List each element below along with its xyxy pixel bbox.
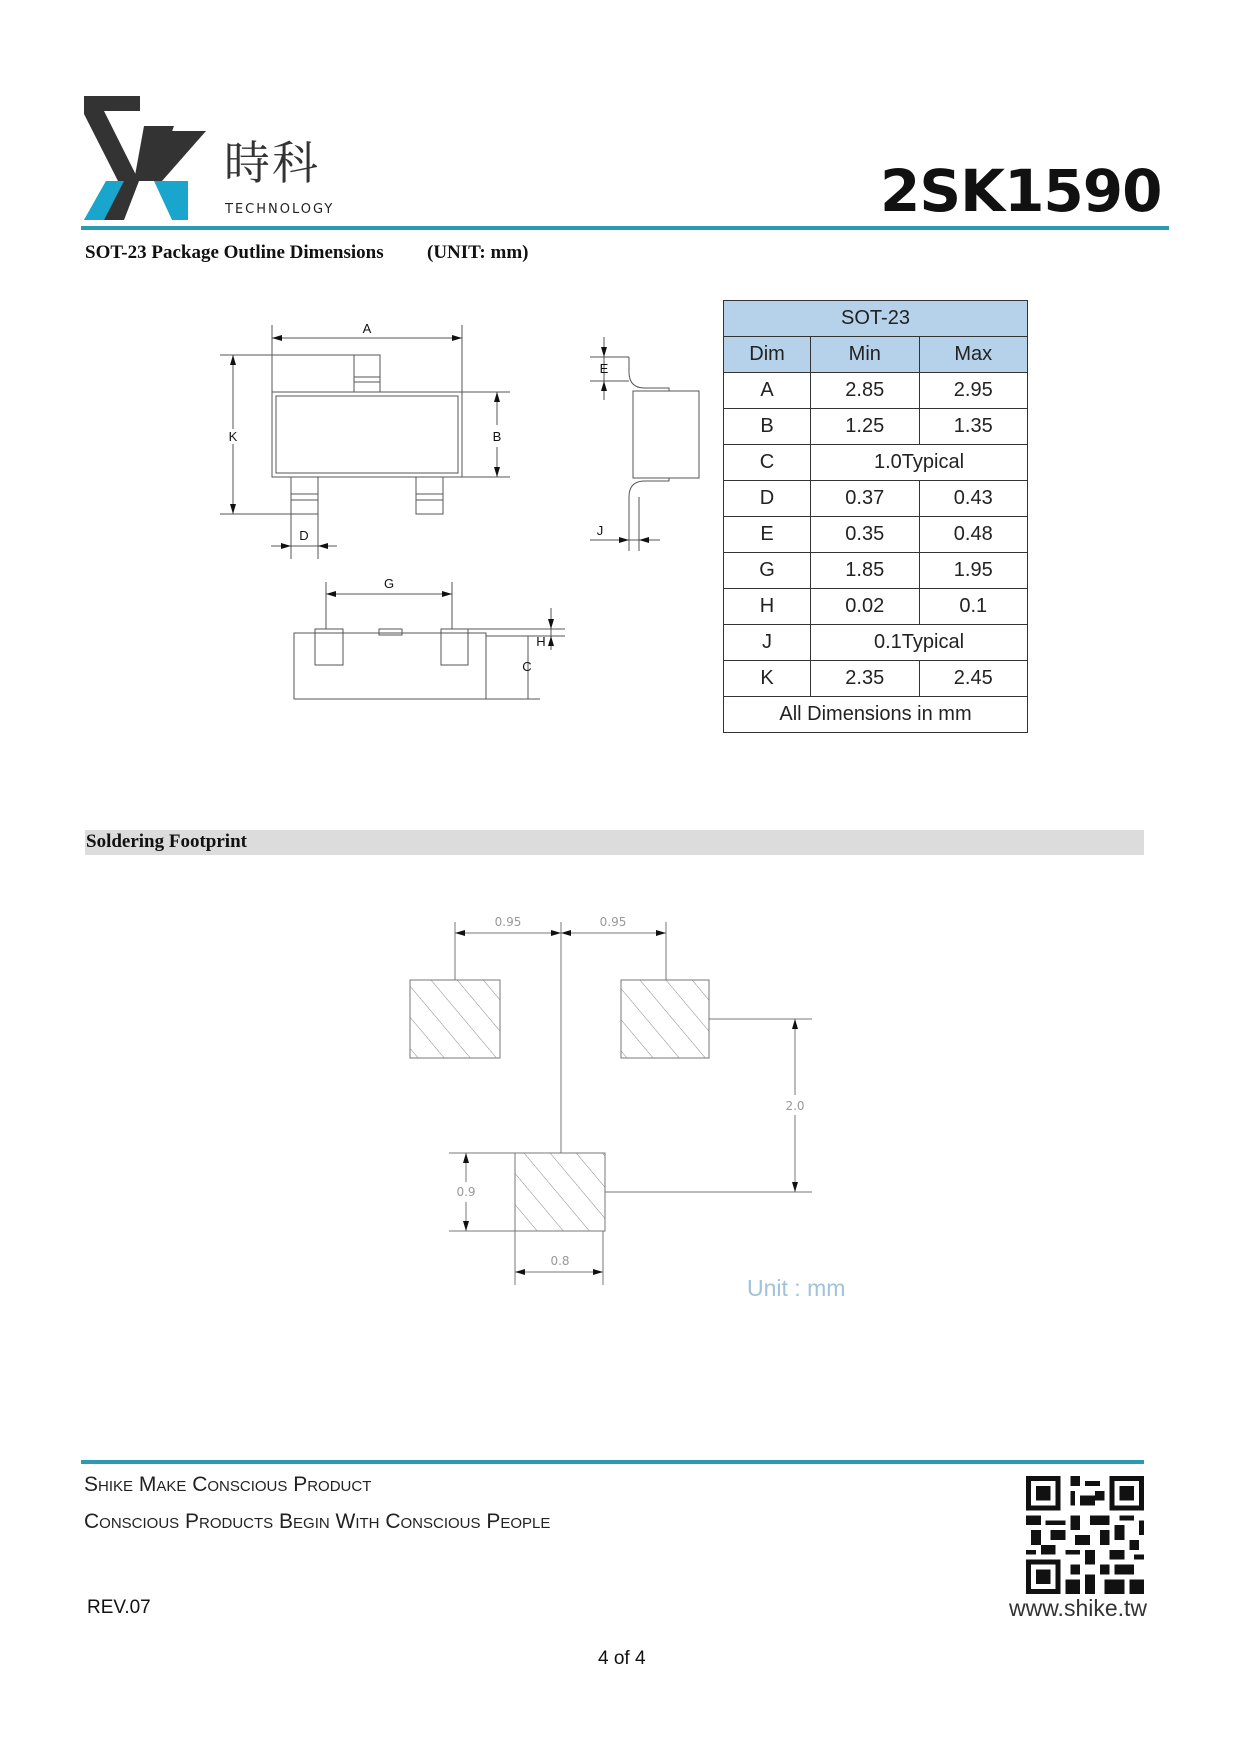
cell-dim: G	[724, 553, 811, 589]
cell-max: 2.95	[919, 373, 1028, 409]
column-header-min: Min	[811, 337, 919, 373]
table-footer: All Dimensions in mm	[724, 697, 1028, 733]
footprint-label-row-spacing: 2.0	[785, 1099, 805, 1113]
logo-technology-text: TECHNOLOGY	[225, 202, 335, 217]
cell-dim: K	[724, 661, 811, 697]
cell-min: 0.35	[811, 517, 919, 553]
footer-slogan-1: Shike Make Conscious Product	[84, 1473, 372, 1496]
logo-chinese-text: 時科	[224, 136, 320, 190]
dim-label-d: D	[299, 528, 309, 543]
cell-min: 1.25	[811, 409, 919, 445]
column-header-dim: Dim	[724, 337, 811, 373]
cell-max: 0.1	[919, 589, 1028, 625]
dim-label-h: H	[536, 634, 546, 649]
cell-dim: E	[724, 517, 811, 553]
dim-label-e: E	[599, 361, 609, 376]
footprint-unit: Unit : mm	[747, 1275, 846, 1301]
cell-min: 0.37	[811, 481, 919, 517]
footprint-pad-left	[410, 980, 500, 1058]
dim-label-g: G	[383, 576, 395, 591]
cell-min: 2.35	[811, 661, 919, 697]
footprint-label-pitch-left: 0.95	[494, 915, 522, 929]
cell-max: 1.95	[919, 553, 1028, 589]
cell-dim: A	[724, 373, 811, 409]
footprint-pad-right	[621, 980, 709, 1058]
website[interactable]: www.shike.tw	[1009, 1595, 1148, 1621]
cell-dim: D	[724, 481, 811, 517]
column-header-max: Max	[919, 337, 1028, 373]
page-number: 4 of 4	[598, 1648, 646, 1669]
qr-code	[1025, 1476, 1145, 1594]
footprint-label-pad-width: 0.8	[550, 1254, 570, 1268]
package-section-unit: (UNIT: mm)	[427, 242, 529, 263]
table-title: SOT-23	[724, 301, 1028, 337]
cell-typical: 1.0Typical	[811, 445, 1028, 481]
part-number: 2SK1590	[880, 157, 1162, 225]
revision: REV.07	[87, 1597, 151, 1618]
footprint-label-pad-height: 0.9	[456, 1185, 476, 1199]
footer-divider	[81, 1460, 1144, 1464]
dim-label-j: J	[596, 523, 604, 538]
package-section-title: SOT-23 Package Outline Dimensions	[85, 242, 384, 263]
cell-max: 0.48	[919, 517, 1028, 553]
cell-typical: 0.1Typical	[811, 625, 1028, 661]
cell-max: 0.43	[919, 481, 1028, 517]
cell-min: 0.02	[811, 589, 919, 625]
cell-dim: B	[724, 409, 811, 445]
dim-label-b: B	[492, 429, 502, 444]
footprint-label-pitch-right: 0.95	[599, 915, 627, 929]
soldering-footprint-title: Soldering Footprint	[86, 831, 247, 852]
dim-label-c: C	[522, 659, 532, 674]
dim-label-a: A	[362, 321, 372, 336]
cell-min: 1.85	[811, 553, 919, 589]
cell-max: 2.45	[919, 661, 1028, 697]
footprint-pad-bottom	[515, 1153, 605, 1231]
cell-dim: C	[724, 445, 811, 481]
cell-dim: H	[724, 589, 811, 625]
dim-label-k: K	[228, 429, 238, 444]
cell-max: 1.35	[919, 409, 1028, 445]
footer-slogan-2: Conscious Products Begin With Conscious People	[84, 1510, 551, 1533]
cell-dim: J	[724, 625, 811, 661]
cell-min: 2.85	[811, 373, 919, 409]
